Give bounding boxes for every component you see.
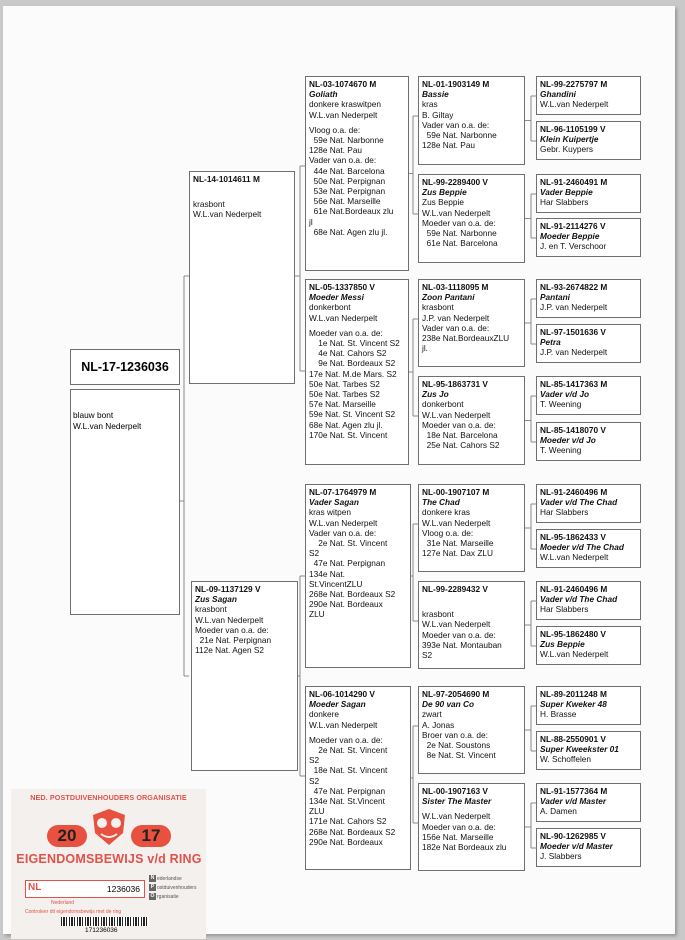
pigeon-name: Zus Beppie (540, 639, 585, 650)
parent-box-sire (189, 171, 295, 384)
info-line: 127e Nat. Dax ZLU (422, 548, 494, 559)
breeder: J. en T. Verschoor (540, 241, 607, 252)
breeder: T. Weening (540, 399, 582, 410)
info-line: 59e Nat. Narbonne (309, 135, 384, 146)
info-line: jl (309, 216, 313, 227)
ancestor-box (536, 783, 641, 822)
breeder: J. Slabbers (540, 851, 582, 862)
pedigree-sheet (3, 6, 675, 934)
info-line: donkerbont (422, 399, 464, 410)
info-line: 112e Nat. Agen S2 (195, 645, 265, 656)
pigeon-name (422, 594, 521, 604)
info-line: zwart (422, 709, 442, 720)
info-line: 61e Nat.Bordeaux zlu (309, 206, 394, 217)
pigeon-name: Moeder Messi (309, 292, 364, 303)
info-line: Vader van o.a. de: (309, 155, 377, 166)
info-line: 47e Nat. Perpignan (309, 558, 386, 569)
breeder: Gebr. Kuypers (540, 144, 594, 155)
info-line: 59e Nat. Narbonne (422, 130, 497, 141)
ring-number: NL-03-1118095 M (422, 282, 489, 292)
ring-number: NL-90-1262985 V (540, 831, 606, 841)
pigeon-name: Super Kweker 48 (540, 699, 607, 710)
info-line: 128e Nat. Pau (309, 145, 363, 156)
info-line: 8e Nat. St. Vincent (422, 750, 496, 761)
info-line: Vloog o.a. de: (309, 124, 361, 135)
grandparent-box (305, 686, 411, 870)
ring-number: NL-95-1863731 V (422, 379, 488, 389)
npo-emblem-icon (87, 807, 131, 847)
ring-number: NL-00-1907107 M (422, 487, 490, 497)
breeder: Har Slabbers (540, 197, 589, 208)
info-line: 18e Nat. St. Vincent (309, 765, 388, 776)
info-line: S2 (309, 548, 320, 559)
info-line: Vader van o.a. de: (422, 119, 490, 130)
info-line: Vader van o.a. de: (309, 527, 377, 538)
great-grandparent-box (418, 581, 525, 669)
pigeon-name: Sister The Master (422, 796, 492, 807)
info-line: 44e Nat. Barcelona (309, 165, 385, 176)
breeder: W. Schoffelen (540, 754, 592, 765)
pigeon-name: Vader v/d Master (540, 796, 607, 807)
ring-number: NL-91-2460496 M (540, 584, 608, 594)
info-line: krasbont (195, 604, 227, 615)
ring-number: NL-97-2054690 M (422, 689, 490, 699)
info-line: krasbont (422, 609, 454, 620)
info-line: Moeder van o.a. de: (195, 624, 269, 635)
info-line: 50e Nat. Perpignan (309, 175, 386, 186)
certificate-year-left: 20 (47, 825, 87, 847)
ancestor-box (536, 174, 641, 213)
info-line: W.L.van Nederpelt (309, 109, 378, 120)
pigeon-name: Vader Beppie (540, 187, 593, 198)
pigeon-name: Zus Sagan (195, 594, 237, 605)
ring-number: NL-05-1337850 V (309, 282, 375, 292)
pigeon-name: Moeder v/d Master (540, 841, 613, 852)
info-line: 156e Nat. Marseille (422, 831, 494, 842)
ring-number: NL-01-1903149 M (422, 79, 490, 89)
info-line: Moeder van o.a. de: (422, 419, 496, 430)
ring-number: NL-91-2114276 V (540, 221, 606, 231)
info-line: W.L.van Nederpelt (309, 312, 378, 323)
ring-number: NL-93-2674822 M (540, 282, 608, 292)
info-line: A. Jonas (422, 719, 455, 730)
ring-number: NL-97-1501636 V (540, 327, 606, 337)
breeder: H. Brasse (540, 709, 577, 720)
breeder: W.L.van Nederpelt (540, 649, 609, 660)
great-grandparent-box (418, 686, 525, 774)
ring-number: NL-06-1014290 V (309, 689, 375, 699)
ancestor-box (536, 218, 641, 257)
info-line: S2 (422, 650, 433, 661)
ring-number: NL-09-1137129 V (195, 584, 261, 594)
main-pigeon-ring: NL-17-1236036 (70, 349, 180, 385)
ring-number: NL-88-2550901 V (540, 734, 606, 744)
info-line: 170e Nat. St. Vincent (309, 429, 388, 440)
info-line: krasbont (193, 199, 225, 210)
ancestor-box (536, 731, 641, 770)
info-line: 59e Nat. St. Vincent S2 (309, 409, 396, 420)
info-line: Moeder van o.a. de: (422, 821, 496, 832)
breeder: Har Slabbers (540, 507, 589, 518)
ring-number: NL-95-1862433 V (540, 532, 606, 542)
info-line: J.P. van Nederpelt (422, 312, 490, 323)
info-line: 57e Nat. Marseille (309, 399, 376, 410)
certificate-title: EIGENDOMSBEWIJS v/d RING (16, 852, 202, 866)
info-line: jl. (422, 343, 428, 354)
info-line: S2 (309, 775, 320, 786)
ancestor-box (536, 484, 641, 523)
barcode-number: 171236036 (85, 927, 118, 934)
info-line: Moeder van o.a. de: (309, 327, 383, 338)
info-line: W.L.van Nederpelt (309, 719, 378, 730)
great-grandparent-box (418, 376, 525, 465)
pigeon-name: Moeder v/d Jo (540, 435, 596, 446)
info-line: Broer van o.a. de: (422, 729, 488, 740)
pigeon-name: Klein Kuipertje (540, 134, 599, 145)
info-line: 56e Nat. Marseille (309, 196, 381, 207)
pigeon-name: Vader Sagan (309, 497, 359, 508)
main-pigeon-info (70, 389, 180, 615)
ring-number: NL-85-1417363 M (540, 379, 608, 389)
info-line: B. Giltay (422, 109, 454, 120)
grandparent-box (305, 484, 411, 668)
info-line: W.L.van Nederpelt (422, 619, 491, 630)
info-line: 50e Nat. Tarbes S2 (309, 389, 380, 400)
info-line: S2 (309, 755, 320, 766)
ring-number: NL-03-1074670 M (309, 79, 377, 89)
great-grandparent-box (418, 174, 525, 263)
info-line: 268e Nat. Bordeaux S2 (309, 589, 396, 600)
breeder: W.L.van Nederpelt (540, 99, 609, 110)
info-line: W.L.van Nederpelt (309, 517, 378, 528)
ring-number: NL-85-1418070 V (540, 425, 606, 435)
pigeon-name: Moeder v/d The Chad (540, 542, 624, 553)
info-line: donkerbont (309, 302, 351, 313)
pigeon-name: Pantani (540, 292, 570, 303)
certificate-number: 1236036 (106, 884, 140, 894)
info-line: 68e Nat. Agen zlu jl. (309, 419, 383, 430)
info-line: 290e Nat. Bordeaux (309, 836, 383, 847)
pigeon-name: Moeder Sagan (309, 699, 366, 710)
info-line: Vloog o.a. de: (422, 527, 474, 538)
info-line: 268e Nat. Bordeaux S2 (309, 826, 396, 837)
info-line: 21e Nat. Perpignan (195, 635, 272, 646)
ring-number: NL-00-1907163 V (422, 786, 488, 796)
info-line: 182e Nat Bordeaux zlu (422, 842, 507, 853)
ring-number: NL-99-2275797 M (540, 79, 608, 89)
ownership-certificate (11, 789, 206, 939)
info-line: W.L.van Nederpelt (422, 207, 491, 218)
ancestor-box (536, 422, 641, 461)
great-grandparent-box (418, 76, 525, 165)
info-line: W.L.van Nederpelt (422, 811, 491, 822)
pigeon-name: Goliath (309, 89, 338, 100)
pigeon-name: Petra (540, 337, 561, 348)
info-line: 17e Nat. M.de Mars. S2 (309, 368, 397, 379)
info-line: Vader van o.a. de: (422, 322, 490, 333)
info-line: 393e Nat. Montauban (422, 639, 502, 650)
ancestor-box (536, 76, 641, 115)
info-line: krasbont (422, 302, 454, 313)
info-line: 18e Nat. Barcelona (422, 430, 498, 441)
info-line: donkere kras (422, 507, 470, 518)
certificate-year-right: 17 (131, 825, 171, 847)
info-line: Zus Beppie (422, 197, 464, 208)
info-line: 9e Nat. Bordeaux S2 (309, 358, 396, 369)
info-line: 47e Nat. Perpignan (309, 785, 386, 796)
pigeon-name (193, 184, 291, 194)
ring-number: NL-91-2460491 M (540, 177, 608, 187)
ancestor-box (536, 581, 641, 620)
ancestor-box (536, 529, 641, 568)
info-line: ZLU (309, 609, 325, 620)
info-line: W.L.van Nederpelt (195, 614, 264, 625)
ring-number: NL-96-1105199 V (540, 124, 606, 134)
main-pigeon-color: blauw bont (73, 410, 114, 420)
certificate-org: NED. POSTDUIVENHOUDERS ORGANISATIE (30, 793, 187, 802)
info-line: 2e Nat. Soustons (422, 740, 491, 751)
parent-box-dam (191, 581, 298, 771)
info-line: Moeder van o.a. de: (309, 734, 383, 745)
info-line: Moeder van o.a. de: (422, 629, 496, 640)
pigeon-name: The Chad (422, 497, 460, 508)
info-line: 4e Nat. Cahors S2 (309, 348, 387, 359)
ancestor-box (536, 279, 641, 318)
pigeon-name: Ghandini (540, 89, 576, 100)
info-line: 171e Nat. Cahors S2 (309, 816, 387, 827)
info-line: 2e Nat. St. Vincent (309, 538, 388, 549)
ancestor-box (536, 626, 641, 665)
certificate-small-note: Nederland (51, 900, 75, 906)
certificate-ring-field (25, 880, 145, 898)
pigeon-name: Zus Jo (422, 389, 449, 400)
info-line: kras witpen (309, 507, 351, 518)
main-pigeon-breeder: W.L.van Nederpelt (73, 420, 142, 431)
ring-number: NL-89-2011248 M (540, 689, 607, 699)
ring-number: NL-14-1014611 M (193, 174, 260, 184)
pigeon-name: Zus Beppie (422, 187, 467, 198)
pigeon-name: Vader v/d Jo (540, 389, 590, 400)
ring-number: NL-07-1764979 M (309, 487, 377, 497)
breeder: W.L.van Nederpelt (540, 552, 609, 563)
info-line: 25e Nat. Cahors S2 (422, 440, 500, 451)
breeder: A. Damen (540, 806, 577, 817)
ring-number: NL-99-2289400 V (422, 177, 488, 187)
ancestor-box (536, 828, 641, 867)
pigeon-name: Bassie (422, 89, 449, 100)
breeder: J.P. van Nederpelt (540, 302, 608, 313)
barcode (61, 917, 149, 926)
info-line: W.L.van Nederpelt (193, 209, 262, 220)
info-line: St.VincentZLU (309, 578, 363, 589)
pigeon-name: Zoon Pantani (422, 292, 475, 303)
ring-number: NL-99-2289432 V (422, 584, 488, 594)
ancestor-box (536, 376, 641, 415)
ring-number: NL-95-1862480 V (540, 629, 606, 639)
great-grandparent-box (418, 484, 525, 572)
info-line: 134e Nat. (309, 568, 345, 579)
certificate-legend: N ederlandse P ostduivenhouders O rganisatie (150, 875, 197, 900)
info-line: 59e Nat. Narbonne (422, 228, 497, 239)
pigeon-name: Vader v/d The Chad (540, 594, 618, 605)
pigeon-name: Moeder Beppie (540, 231, 600, 242)
ancestor-box (536, 686, 641, 725)
pigeon-name: De 90 van Co (422, 699, 475, 710)
breeder: Har Slabbers (540, 604, 589, 615)
pigeon-name: Vader v/d The Chad (540, 497, 618, 508)
info-line: 1e Nat. St. Vincent S2 (309, 338, 400, 349)
info-line: 134e Nat. St.Vincent (309, 796, 385, 807)
info-line: 238e Nat.BordeauxZLU (422, 333, 510, 344)
pigeon-name: Super Kweekster 01 (540, 744, 619, 755)
info-line: W.L.van Nederpelt (422, 409, 491, 420)
info-line: ZLU (309, 806, 325, 817)
grandparent-box (305, 279, 409, 465)
ancestor-box (536, 121, 641, 160)
info-line: 53e Nat. Perpignan (309, 186, 386, 197)
ancestor-box (536, 324, 641, 363)
info-line: 61e Nat. Barcelona (422, 238, 498, 249)
info-line: 50e Nat. Tarbes S2 (309, 378, 380, 389)
info-line: kras (422, 99, 438, 110)
info-line: 2e Nat. St. Vincent (309, 745, 388, 756)
breeder: T. Weening (540, 445, 582, 456)
info-line: donkere kraswitpen (309, 99, 381, 110)
certificate-country: NL (28, 882, 42, 893)
great-grandparent-box (418, 279, 525, 367)
info-line: W.L.van Nederpelt (422, 517, 491, 528)
ring-number: NL-91-2460496 M (540, 487, 608, 497)
certificate-check-note: Controleer dit eigendomsbewijs met de ring (25, 909, 122, 915)
info-line: Moeder van o.a. de: (422, 217, 496, 228)
ring-number: NL-91-1577364 M (540, 786, 608, 796)
info-line: 128e Nat. Pau (422, 140, 476, 151)
info-line: 31e Nat. Marseille (422, 538, 494, 549)
info-line: donkere (309, 709, 339, 720)
great-grandparent-box (418, 783, 525, 871)
breeder: J.P. van Nederpelt (540, 347, 608, 358)
info-line: 290e Nat. Bordeaux (309, 599, 383, 610)
grandparent-box (305, 76, 409, 271)
info-line: 68e Nat. Agen zlu jl. (309, 226, 388, 237)
